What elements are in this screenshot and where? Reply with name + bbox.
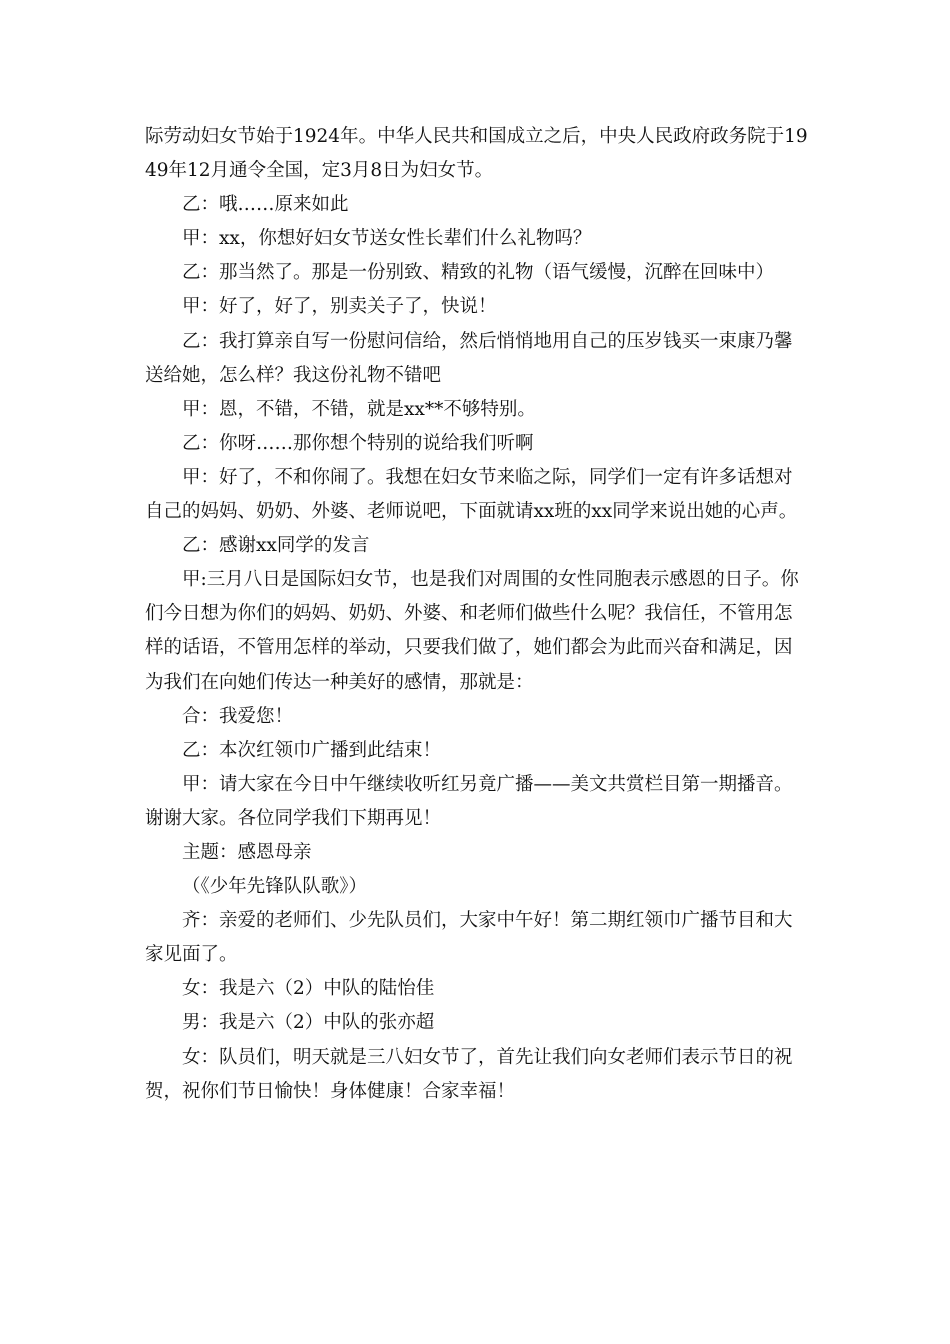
dialogue-line: 甲:三月八日是国际妇女节，也是我们对周围的女性同胞表示感恩的日子。你们今日想为你们的妈妈、奶奶、外婆、和老师们做些什么呢？我信任，不管用怎样的话语，不管用怎样的举动，只要我们做了，她们都会为此而兴奋和满足，因为我们在向她们传达一种美好的感情，那就是： [145,569,799,693]
dialogue-line: 齐：亲爱的老师们、少先队员们，大家中午好！第二期红领巾广播节目和大家见面了。 [145,910,793,966]
dialogue-line: 乙：本次红领巾广播到此结束！ [182,739,442,761]
document-body [145,120,810,1109]
dialogue-line: 女：队员们，明天就是三八妇女节了，首先让我们向女老师们表示节日的祝贺，祝你们节日愉快！身体健康！合家幸福！ [145,1046,793,1102]
dialogue-line: 甲：好了，不和你闹了。我想在妇女节来临之际，同学们一定有许多话想对自己的妈妈、奶奶、外婆、老师说吧，下面就请xx班的xx同学来说出她的心声。 [145,466,798,523]
song-line: （《少年先锋队队歌》） [182,876,368,898]
dialogue-line: 乙：哦……原来如此 [182,194,349,216]
paragraph-continued: 际劳动妇女节始于1924年。中华人民共和国成立之后，中央人民政府政务院于1949年12月通令全国，定3月8日为妇女节。 [145,126,808,182]
dialogue-line: 乙：我打算亲自写一份慰问信给，然后悄悄地用自己的压岁钱买一束康乃馨送给她，怎么样？我这份礼物不错吧 [145,330,793,386]
dialogue-line: 乙：感谢xx同学的发言 [182,535,370,557]
dialogue-line: 男：我是六（2）中队的张亦超 [182,1012,435,1034]
theme-line: 主题：感恩母亲 [182,841,312,863]
dialogue-line: 甲：好了，好了，别卖关子了，快说！ [182,296,497,318]
dialogue-line: 甲：请大家在今日中午继续收听红另竟广播——美文共赏栏目第一期播音。谢谢大家。各位同学我们下期再见！ [145,773,793,829]
dialogue-line: 女：我是六（2）中队的陆怡佳 [182,978,435,1000]
dialogue-line: 甲：xx，你想好妇女节送女性长辈们什么礼物吗？ [182,228,592,250]
dialogue-line: 合：我爱您！ [182,705,294,727]
dialogue-line: 乙：你呀……那你想个特别的说给我们听啊 [182,432,534,454]
dialogue-line: 乙：那当然了。那是一份别致、精致的礼物（语气缓慢，沉醉在回味中） [182,262,775,284]
dialogue-line: 甲：恩，不错，不错，就是xx**不够特别。 [182,398,536,420]
